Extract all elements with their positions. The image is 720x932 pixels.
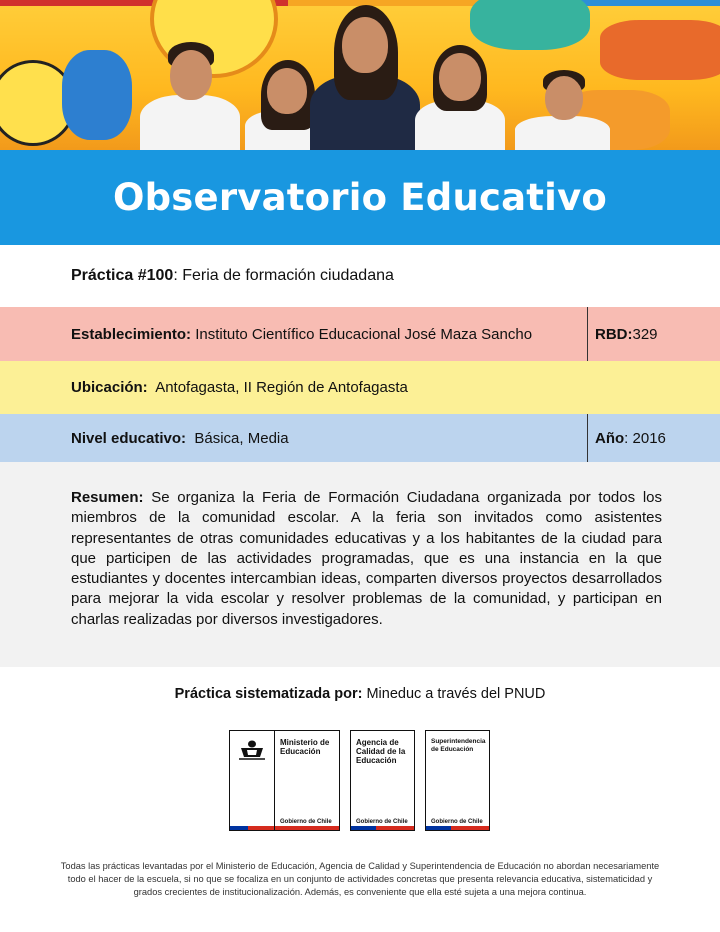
title-band [0,150,720,245]
logo-agencia-calidad [350,730,415,831]
rbd-cell [587,307,720,361]
summary-section [0,462,720,667]
year-value: : 2016 [624,429,666,447]
student-3 [415,45,505,150]
location-label: Ubicación: [71,379,148,396]
establishment-value: Instituto Científico Educacional José Maza Sancho [191,325,533,343]
location-row [0,361,720,414]
disclaimer-text: Todas las prácticas levantadas por el Ministerio de Educación, Agencia de Calidad y Superintendencia de Educación no abordan necesariamente todo el hacer de la escuela, si no que se focaliza en un conjunto de actividades concretas que presenta relevancia educativa, sistematicidad y grados crecientes de institucionalización. Además, es conveniente que ella esté sujeta a una mejora continua. [60,861,660,897]
credit-line [0,686,720,702]
student-4 [515,70,610,150]
student-1 [140,40,240,150]
level-label: Nivel educativo: [71,429,187,447]
logo-footer: Gobierno de Chile [280,819,332,825]
logo-ministerio-educacion [229,730,340,831]
credit-value: Mineduc a través del PNUD [362,686,546,702]
year-cell [587,414,720,462]
practice-label: Práctica #100 [71,267,174,284]
logo-title: Agencia de Calidad de la Educación [356,738,406,765]
logo-title: Ministerio de Educación [280,738,330,756]
credit-label: Práctica sistematizada por: [174,686,363,702]
teacher [310,5,420,150]
practice-value: : Feria de formación ciudadana [173,267,394,284]
mural-red-shape [600,20,720,80]
location-cell [0,379,720,396]
summary-paragraph [71,488,662,630]
logo-footer: Gobierno de Chile [356,819,408,825]
chile-coat-of-arms-icon [238,739,266,761]
establishment-row [0,307,720,361]
summary-label: Resumen: [71,489,144,506]
practice-cell [0,267,720,285]
rbd-label: RBD: [595,325,633,343]
year-label: Año [595,429,625,447]
mural-teal-shape [470,0,590,50]
rbd-value: 329 [632,325,658,343]
level-row [0,414,720,462]
level-cell [0,430,587,447]
summary-text: Se organiza la Feria de Formación Ciudadana organizada por todos los miembros de la comunidad escolar. A la feria son invitados como asistentes representantes de otras comunidades educativas y a los habitantes de la ciudad para que participen de las actividades programadas, que es una instancia en la que estudiantes y docentes intercambian ideas, comparten diversos proyectos desarrollados para mejorar la vida escolar y resolver problemas de la comunidad, y participan en charlas realizadas por diversos investigadores. [71,489,662,628]
location-value: Antofagasta, II Región de Antofagasta [147,379,408,396]
establishment-cell [0,326,587,343]
logo-superintendencia [425,730,490,831]
mural-blue-shape [62,50,132,140]
page-title: Observatorio Educativo [112,176,608,219]
logo-flag-bar [230,826,274,830]
establishment-label: Establecimiento: [71,325,192,343]
logo-title: Superintendencia de Educación [431,738,486,753]
hero-photo [0,0,720,150]
practice-row [0,245,720,307]
level-value: Básica, Media [186,429,289,447]
logos-row [229,730,490,831]
logo-footer: Gobierno de Chile [431,819,483,825]
